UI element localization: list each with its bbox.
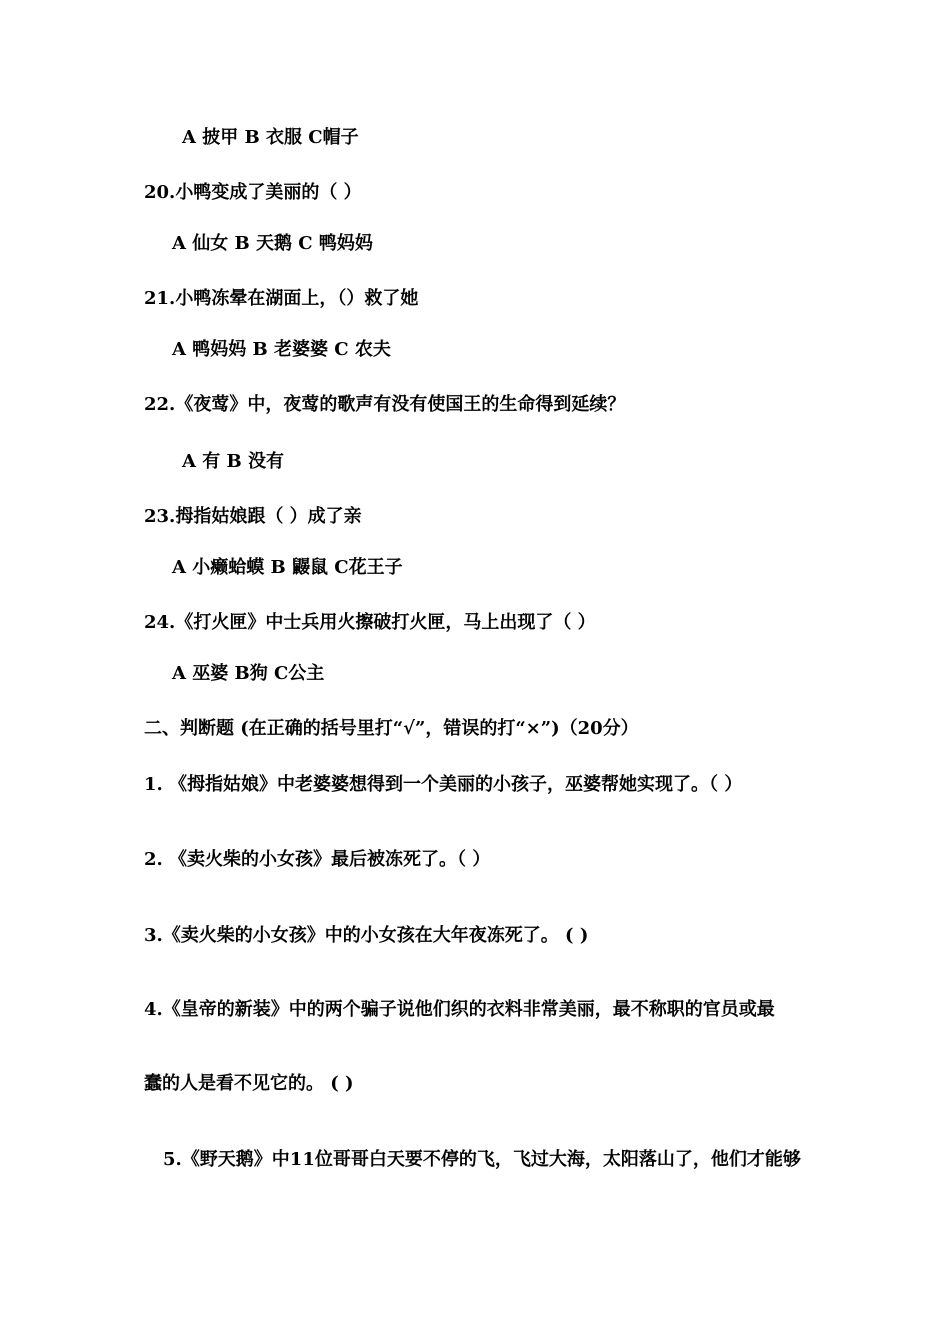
q21-options: A 鸭妈妈 B 老婆婆 C 农夫 (172, 339, 391, 360)
q22-question: 22.《夜莺》中，夜莺的歌声有没有使国王的生命得到延续？ (144, 394, 626, 415)
q21-question: 21.小鸭冻晕在湖面上，（）救了她 (144, 288, 419, 309)
q23-question: 23.拇指姑娘跟（ ）成了亲 (144, 506, 362, 527)
tf-item-3: 3.《卖火柴的小女孩》中的小女孩在大年夜冻死了。 ( ) (144, 925, 589, 946)
q19-options: A 披甲 B 衣服 C帽子 (182, 127, 359, 148)
tf-item-4-line-2: 蠢的人是看不见它的。 ( ) (144, 1073, 354, 1094)
q20-question: 20.小鸭变成了美丽的（ ） (144, 182, 362, 203)
q24-options: A 巫婆 B狗 C公主 (172, 663, 325, 684)
section-two-heading: 二、判断题 (在正确的括号里打“√”，错误的打“×”)（20分） (144, 718, 639, 739)
q22-options: A 有 B 没有 (182, 451, 284, 472)
tf-item-5-line-1: 5.《野天鹅》中11位哥哥白天要不停的飞，飞过大海，太阳落山了，他们才能够 (163, 1149, 801, 1170)
q24-question: 24.《打火匣》中士兵用火擦破打火匣，马上出现了（ ） (144, 612, 596, 633)
q20-options: A 仙女 B 天鹅 C 鸭妈妈 (172, 233, 373, 254)
tf-item-2: 2. 《卖火柴的小女孩》最后被冻死了。（ ） (144, 849, 491, 870)
tf-item-4-line-1: 4.《皇帝的新装》中的两个骗子说他们织的衣料非常美丽，最不称职的官员或最 (144, 999, 775, 1020)
q23-options: A 小癞蛤蟆 B 鼹鼠 C花王子 (172, 557, 403, 578)
tf-item-1: 1. 《拇指姑娘》中老婆婆想得到一个美丽的小孩子，巫婆帮她实现了。（ ） (144, 774, 743, 795)
